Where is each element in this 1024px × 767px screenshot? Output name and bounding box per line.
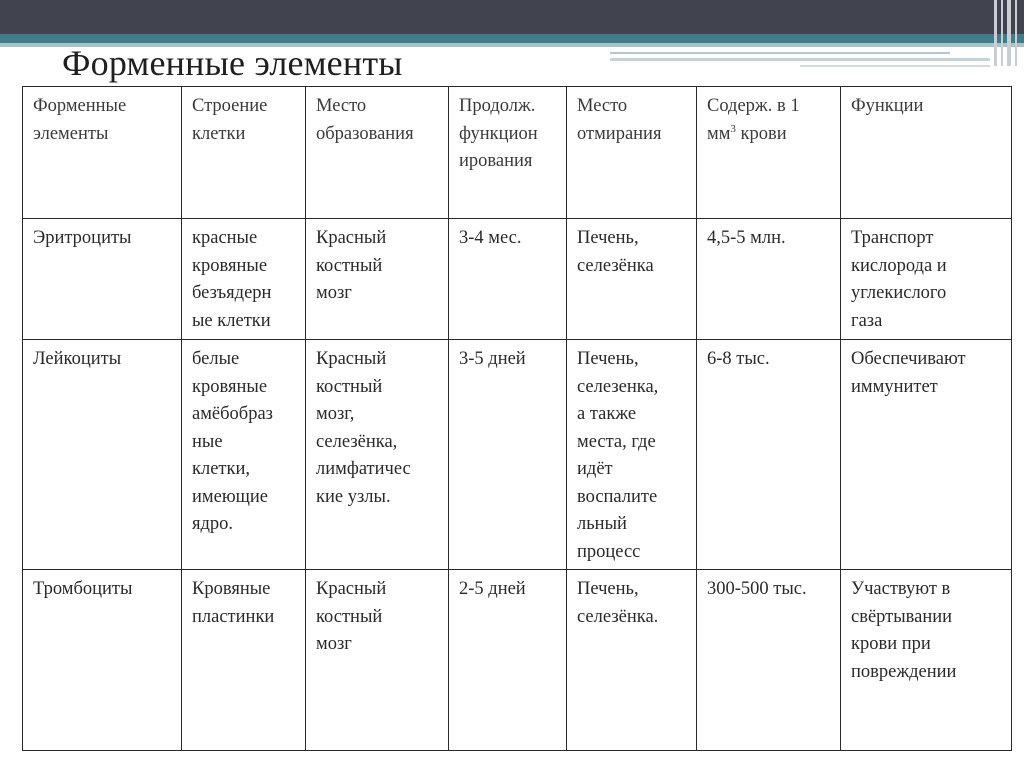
decorative-line	[800, 65, 990, 67]
header-cell-element: Форменные элементы	[23, 87, 182, 219]
table-row	[23, 340, 1012, 570]
cell-element: Лейкоциты	[23, 340, 182, 570]
header-cell-functions: Функции	[841, 87, 1012, 219]
cell-content: 4,5-5 млн.	[697, 219, 841, 340]
cell-functions: Транспорт кислорода и углекислого газа	[841, 219, 1012, 340]
table-row	[23, 219, 1012, 340]
table-row	[23, 570, 1012, 751]
cell-death: Печень, селезёнка.	[567, 570, 697, 751]
cell-formation: Красный костный мозг	[306, 219, 449, 340]
cell-structure: Кровяные пластинки	[182, 570, 306, 751]
cell-functions: Обеспечивают иммунитет	[841, 340, 1012, 570]
cell-death: Печень, селезенка, а также места, где идёт воспалите льный процесс	[567, 340, 697, 570]
header-content-suffix: крови	[735, 123, 787, 144]
cell-functions: Участвуют в свёртывании крови при повреждении	[841, 570, 1012, 751]
header-cell-death: Место отмирания	[567, 87, 697, 219]
header-cell-formation: Место образования	[306, 87, 449, 219]
cell-death: Печень, селезёнка	[567, 219, 697, 340]
cell-content: 6-8 тыс.	[697, 340, 841, 570]
table-header-row	[23, 87, 1012, 219]
blood-cells-table	[22, 86, 1012, 751]
header-cell-structure: Строение клетки	[182, 87, 306, 219]
cell-structure: красные кровяные безъядерн ые клетки	[182, 219, 306, 340]
cell-content: 300-500 тыс.	[697, 570, 841, 751]
decorative-stripes	[990, 0, 1024, 66]
cell-element: Эритроциты	[23, 219, 182, 340]
cell-structure: белые кровяные амёбобраз ные клетки, имеющие ядро.	[182, 340, 306, 570]
header-content-superscript: 3	[730, 122, 736, 135]
decorative-line	[610, 58, 990, 61]
page-title: Форменные элементы	[62, 43, 403, 83]
cell-formation: Красный костный мозг	[306, 570, 449, 751]
header-cell-content	[697, 87, 841, 219]
header-content-text: Содерж. в 1 мм	[707, 96, 800, 144]
header-band-dark	[0, 0, 1024, 34]
cell-duration: 3-5 дней	[449, 340, 567, 570]
cell-element: Тромбоциты	[23, 570, 182, 751]
decorative-line	[610, 52, 950, 54]
cell-duration: 2-5 дней	[449, 570, 567, 751]
header-cell-duration: Продолж. функцион ирования	[449, 87, 567, 219]
cell-duration: 3-4 мес.	[449, 219, 567, 340]
cell-formation: Красный костный мозг, селезёнка, лимфатичес кие узлы.	[306, 340, 449, 570]
